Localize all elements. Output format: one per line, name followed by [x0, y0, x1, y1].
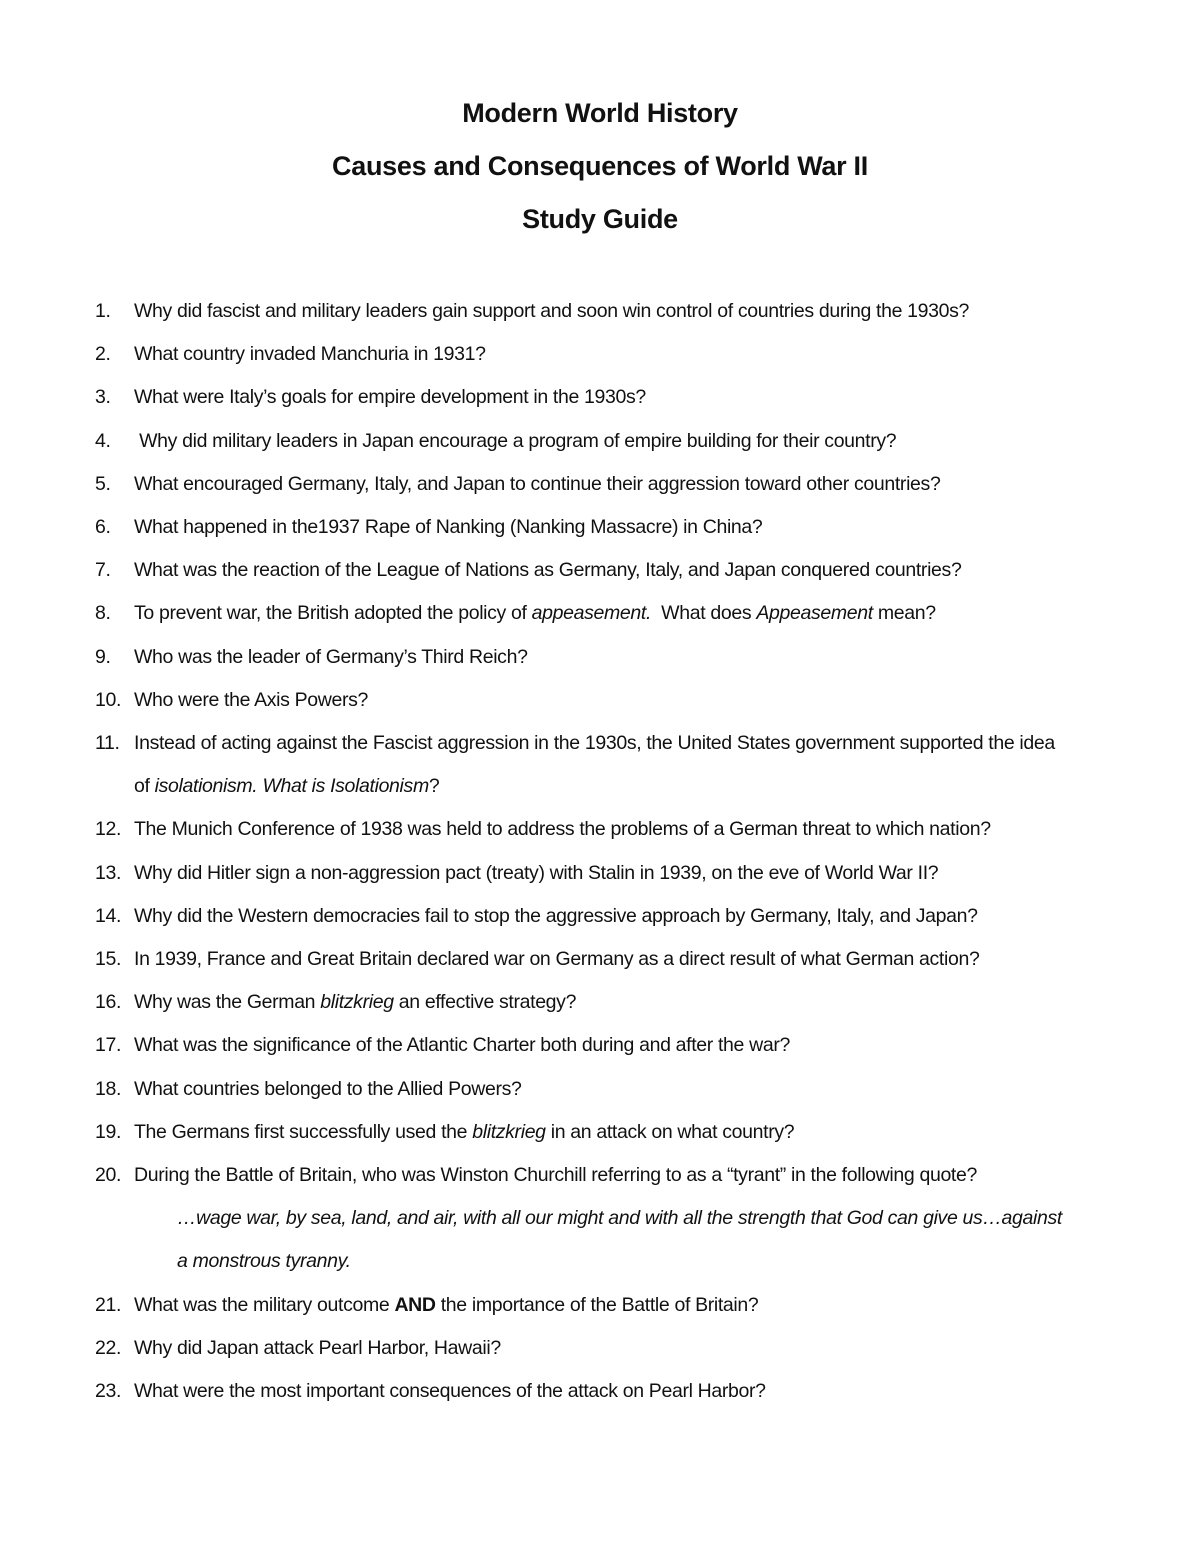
question-number: 21.	[95, 1293, 122, 1316]
emphasis-term: appeasement.	[531, 602, 652, 625]
question-list	[95, 290, 1115, 1413]
emphasis-term: isolationism. What is Isolationism	[154, 775, 429, 798]
question-item	[95, 808, 1115, 851]
question-number: 2.	[95, 343, 111, 366]
question-number: 3.	[95, 386, 111, 409]
question-number: 1.	[95, 300, 111, 322]
question-text: Why did military leaders in Japan encourage a program of empire building for their country?	[134, 429, 897, 452]
question-text-part: in an attack on what country?	[545, 1120, 795, 1143]
question-text-part: an effective strategy?	[393, 991, 577, 1014]
question-number: 20.	[95, 1164, 122, 1187]
question-text-part: mean?	[872, 602, 936, 625]
emphasis-term: blitzkrieg	[320, 991, 394, 1014]
question-text-part: the importance of the Battle of Britain?	[435, 1293, 759, 1316]
question-item	[95, 938, 1115, 981]
question-text-part: To prevent war, the British adopted the policy of	[134, 602, 532, 625]
question-item	[95, 506, 1115, 549]
document-type-title: Study Guide	[522, 204, 678, 234]
quote-line: a monstrous tyranny.	[177, 1250, 351, 1273]
question-item	[95, 1284, 1115, 1327]
question-number: 9.	[95, 645, 111, 668]
question-number: 19.	[95, 1120, 122, 1143]
question-item	[95, 1370, 1115, 1413]
question-item	[95, 549, 1115, 592]
question-item	[95, 420, 1115, 463]
question-text: Why did Hitler sign a non-aggression pact (treaty) with Stalin in 1939, on the eve of World War II?	[134, 861, 939, 884]
course-title: Modern World History	[462, 98, 738, 128]
question-text: The Munich Conference of 1938 was held to address the problems of a German threat to which nation?	[134, 818, 991, 841]
question-text	[134, 1294, 758, 1316]
question-text-line	[134, 765, 1115, 808]
question-text: Who were the Axis Powers?	[134, 688, 369, 711]
question-text-part: What does	[651, 602, 757, 625]
unit-title: Causes and Consequences of World War II	[332, 151, 868, 181]
question-text-part: The Germans first successfully used the	[134, 1120, 473, 1143]
question-text-line: Instead of acting against the Fascist aggression in the 1930s, the United States government supported the idea	[134, 732, 1055, 755]
question-text: During the Battle of Britain, who was Winston Churchill referring to as a “tyrant” in the following quote?	[134, 1164, 977, 1187]
question-number: 10.	[95, 688, 122, 711]
title-block	[0, 100, 1200, 259]
question-number: 23.	[95, 1380, 122, 1403]
question-text: What were the most important consequences of the attack on Pearl Harbor?	[134, 1380, 766, 1403]
question-text: What country invaded Manchuria in 1931?	[134, 343, 486, 366]
question-item	[95, 1327, 1115, 1370]
question-item	[95, 636, 1115, 679]
question-item	[95, 376, 1115, 419]
question-number: 8.	[95, 602, 111, 625]
question-item	[95, 1024, 1115, 1067]
question-item	[95, 1111, 1115, 1154]
question-text: Why did the Western democracies fail to stop the aggressive approach by Germany, Italy, and Japan?	[134, 904, 978, 927]
question-item	[95, 333, 1115, 376]
question-text: What happened in the1937 Rape of Nanking (Nanking Massacre) in China?	[134, 516, 763, 539]
question-item	[95, 1068, 1115, 1111]
question-text-part: Why was the German	[134, 991, 321, 1014]
question-text: What were Italy’s goals for empire development in the 1930s?	[134, 386, 646, 409]
question-number: 16.	[95, 991, 122, 1014]
question-item	[95, 722, 1115, 808]
question-number: 17.	[95, 1034, 122, 1057]
question-text	[134, 1121, 794, 1143]
question-number: 15.	[95, 948, 122, 971]
question-number: 4.	[95, 429, 111, 452]
question-number: 22.	[95, 1336, 122, 1359]
question-text: Why did Japan attack Pearl Harbor, Hawaii?	[134, 1336, 501, 1359]
bold-term: AND	[394, 1293, 436, 1316]
question-text: Who was the leader of Germany’s Third Reich?	[134, 645, 528, 668]
question-number: 13.	[95, 861, 122, 884]
emphasis-term: Appeasement	[756, 602, 873, 625]
question-text: In 1939, France and Great Britain declared war on Germany as a direct result of what German action?	[134, 948, 980, 971]
question-number: 7.	[95, 559, 111, 582]
question-number: 11.	[95, 732, 120, 755]
question-text-part: What was the military outcome	[134, 1293, 395, 1316]
quote-line: …wage war, by sea, land, and air, with all our might and with all the strength that God can give us…against	[177, 1207, 1062, 1230]
question-item	[95, 852, 1115, 895]
question-text: What was the reaction of the League of Nations as Germany, Italy, and Japan conquered countries?	[134, 559, 962, 582]
question-text-part: ?	[428, 775, 440, 798]
question-text: What was the significance of the Atlantic Charter both during and after the war?	[134, 1034, 790, 1057]
question-text-part: of	[134, 775, 155, 798]
question-item	[95, 290, 1115, 333]
churchill-quote	[95, 1197, 1115, 1283]
question-number: 18.	[95, 1077, 122, 1100]
question-text	[134, 602, 936, 624]
question-text: What countries belonged to the Allied Powers?	[134, 1077, 522, 1100]
question-number: 14.	[95, 904, 122, 927]
question-text: What encouraged Germany, Italy, and Japan to continue their aggression toward other countries?	[134, 472, 941, 495]
question-item	[95, 592, 1115, 635]
question-number: 12.	[95, 818, 122, 841]
question-text	[134, 991, 576, 1013]
question-item	[95, 463, 1115, 506]
question-item	[95, 1154, 1115, 1197]
question-item	[95, 895, 1115, 938]
emphasis-term: blitzkrieg	[472, 1120, 546, 1143]
question-number: 5.	[95, 472, 111, 495]
question-number: 6.	[95, 516, 111, 539]
question-item	[95, 981, 1115, 1024]
question-item	[95, 679, 1115, 722]
question-text: Why did fascist and military leaders gain support and soon win control of countries during the 1930s?	[134, 300, 970, 322]
